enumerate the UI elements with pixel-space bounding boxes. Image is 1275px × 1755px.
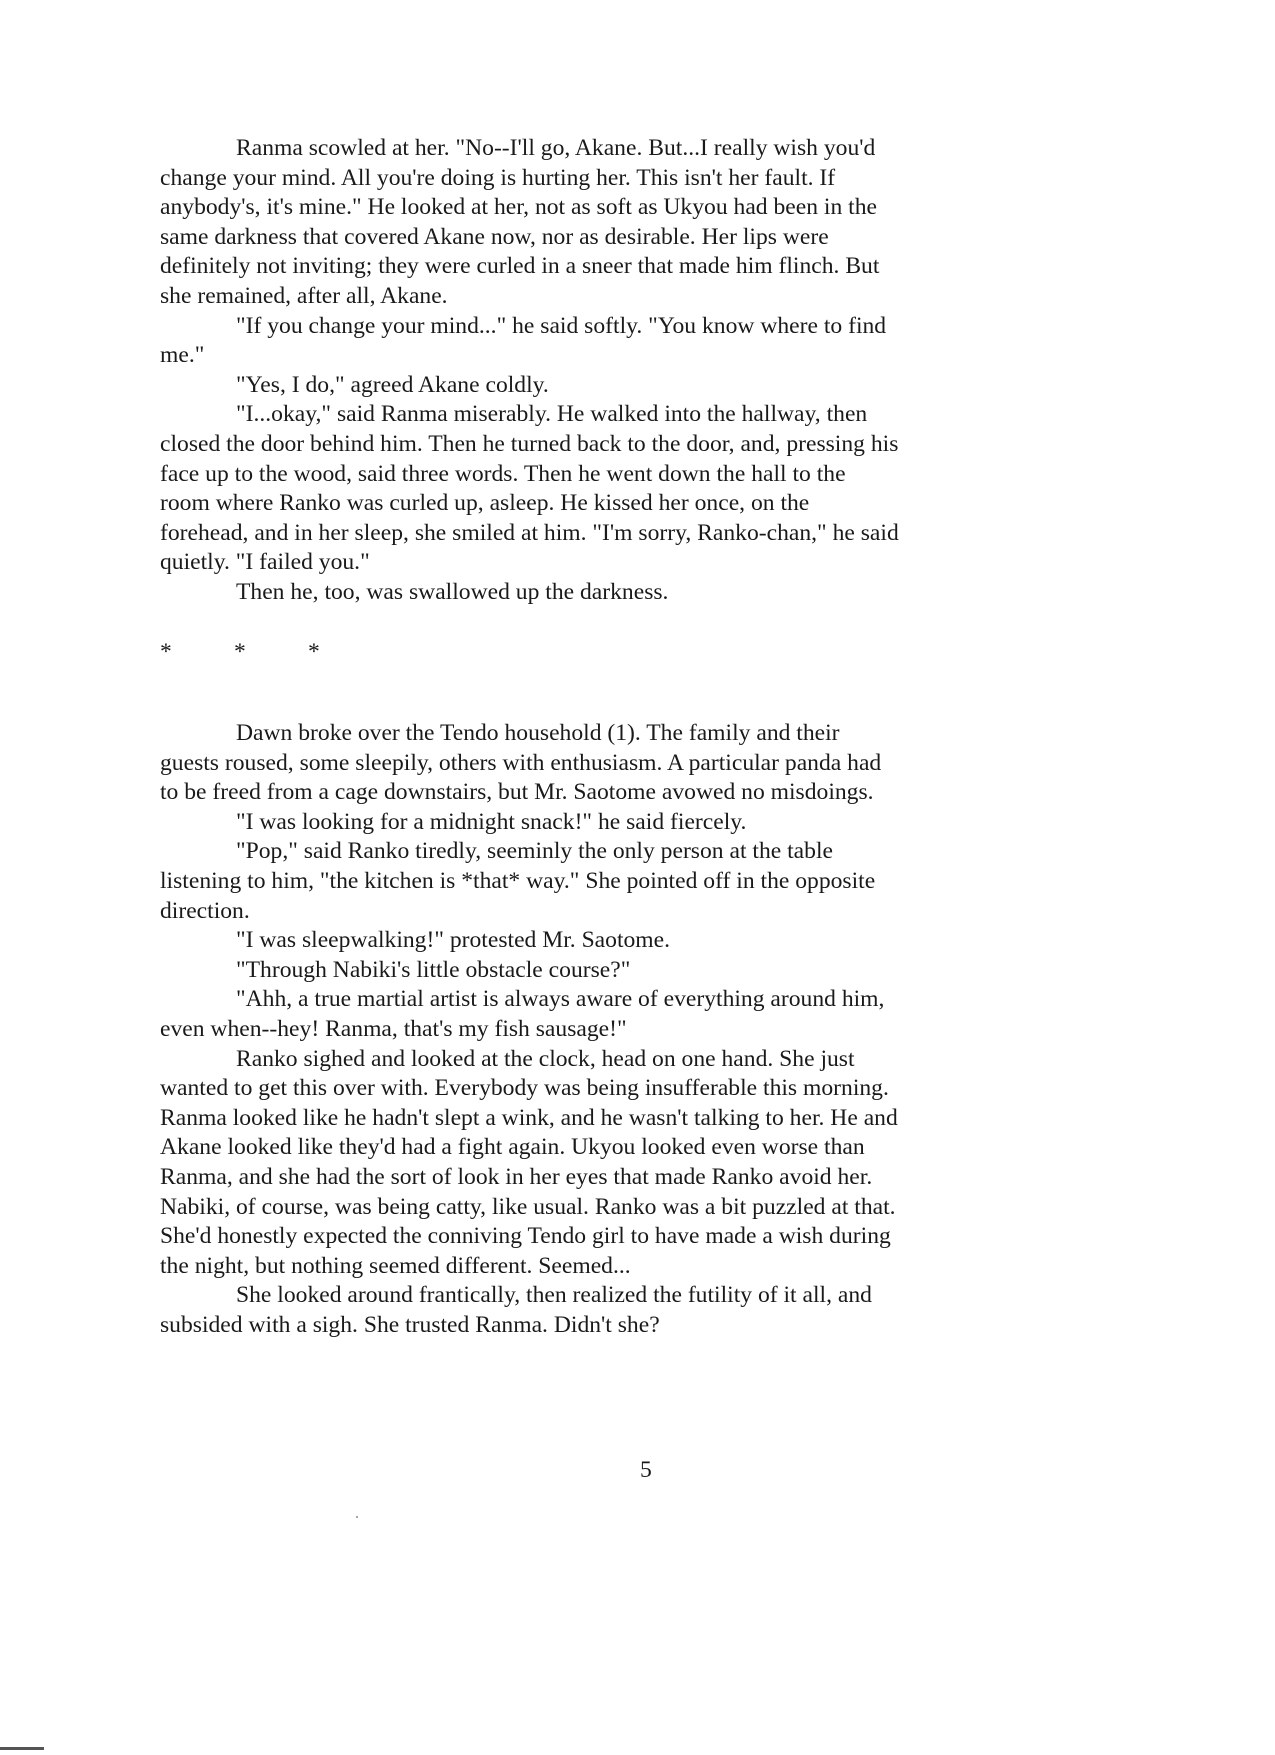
paragraph: "Yes, I do," agreed Akane coldly. bbox=[236, 371, 549, 398]
paragraph: Ranko sighed and looked at the clock, head on one hand. She just wanted to get this over with. Everybody was being insufferable this morning. Ranma looked like he hadn't slept a wink, and he wasn't talking to her. He and Akane looked like they'd had a fight again. Ukyou looked even worse than Ranma, and she had the sort of look in her eyes that made Ranko avoid her. Nabiki, of course, was being catty, like usual. Ranko was a bit puzzled at that. She'd honestly expected the conniving Tendo girl to have made a wish during the night, but nothing seemed different. Seemed... bbox=[160, 1045, 898, 1279]
paragraph: "I...okay," said Ranma miserably. He walked into the hallway, then closed the door behind him. Then he turned back to the door, and, pressing his face up to the wood, said three words. Then he went down the hall to the room where Ranko was curled up, asleep. He kissed her once, on the forehead, and in her sleep, she smiled at him. "I'm sorry, Ranko-chan," he said quietly. "I failed you." bbox=[160, 401, 899, 576]
paragraph: "I was sleepwalking!" protested Mr. Saotome. bbox=[236, 927, 671, 954]
paragraph: She looked around frantically, then realized the futility of it all, and subsided with a sigh. She trusted Ranma. Didn't she? bbox=[160, 1282, 872, 1338]
paragraph: Dawn broke over the Tendo household (1). The family and their guests roused, some sleepily, others with enthusiasm. A particular panda had to be freed from a cage downstairs, but Mr. Saotome avowed no misdoings. bbox=[160, 720, 882, 806]
paragraph: "Ahh, a true martial artist is always aware of everything around him, even when--hey! Ranma, that's my fish sausage!" bbox=[160, 986, 885, 1043]
scene-break-asterisk: * bbox=[308, 638, 320, 665]
scan-edge-mark bbox=[0, 1747, 44, 1750]
paragraph: "Through Nabiki's little obstacle course?" bbox=[236, 956, 631, 983]
page-number: 5 bbox=[640, 1457, 652, 1483]
scene-break-asterisk: * bbox=[234, 638, 246, 665]
paragraph: Ranma scowled at her. "No--I'll go, Akane. But...I really wish you'd change your mind. All you're doing is hurting her. This isn't her fault. If anybody's, it's mine." He looked at her, not as soft as Ukyou had been in the same darkness that covered Akane now, nor as desirable. Her lips were definitely not inviting; they were curled in a sneer that made him flinch. But she remained, after all, Akane. bbox=[160, 135, 880, 309]
body-text bbox=[160, 134, 900, 1341]
paragraph: "If you change your mind..." he said softly. "You know where to find me." bbox=[160, 312, 887, 369]
scene-break-asterisk: * bbox=[160, 638, 172, 665]
paragraph: Then he, too, was swallowed up the darkness. bbox=[236, 578, 669, 605]
scan-speck bbox=[356, 1516, 358, 1518]
paragraph: "I was looking for a midnight snack!" he said fiercely. bbox=[236, 808, 747, 835]
scene-break bbox=[160, 638, 900, 668]
paragraph: "Pop," said Ranko tiredly, seeminly the only person at the table listening to him, "the kitchen is *that* way." She pointed off in the opposite direction. bbox=[160, 838, 876, 924]
